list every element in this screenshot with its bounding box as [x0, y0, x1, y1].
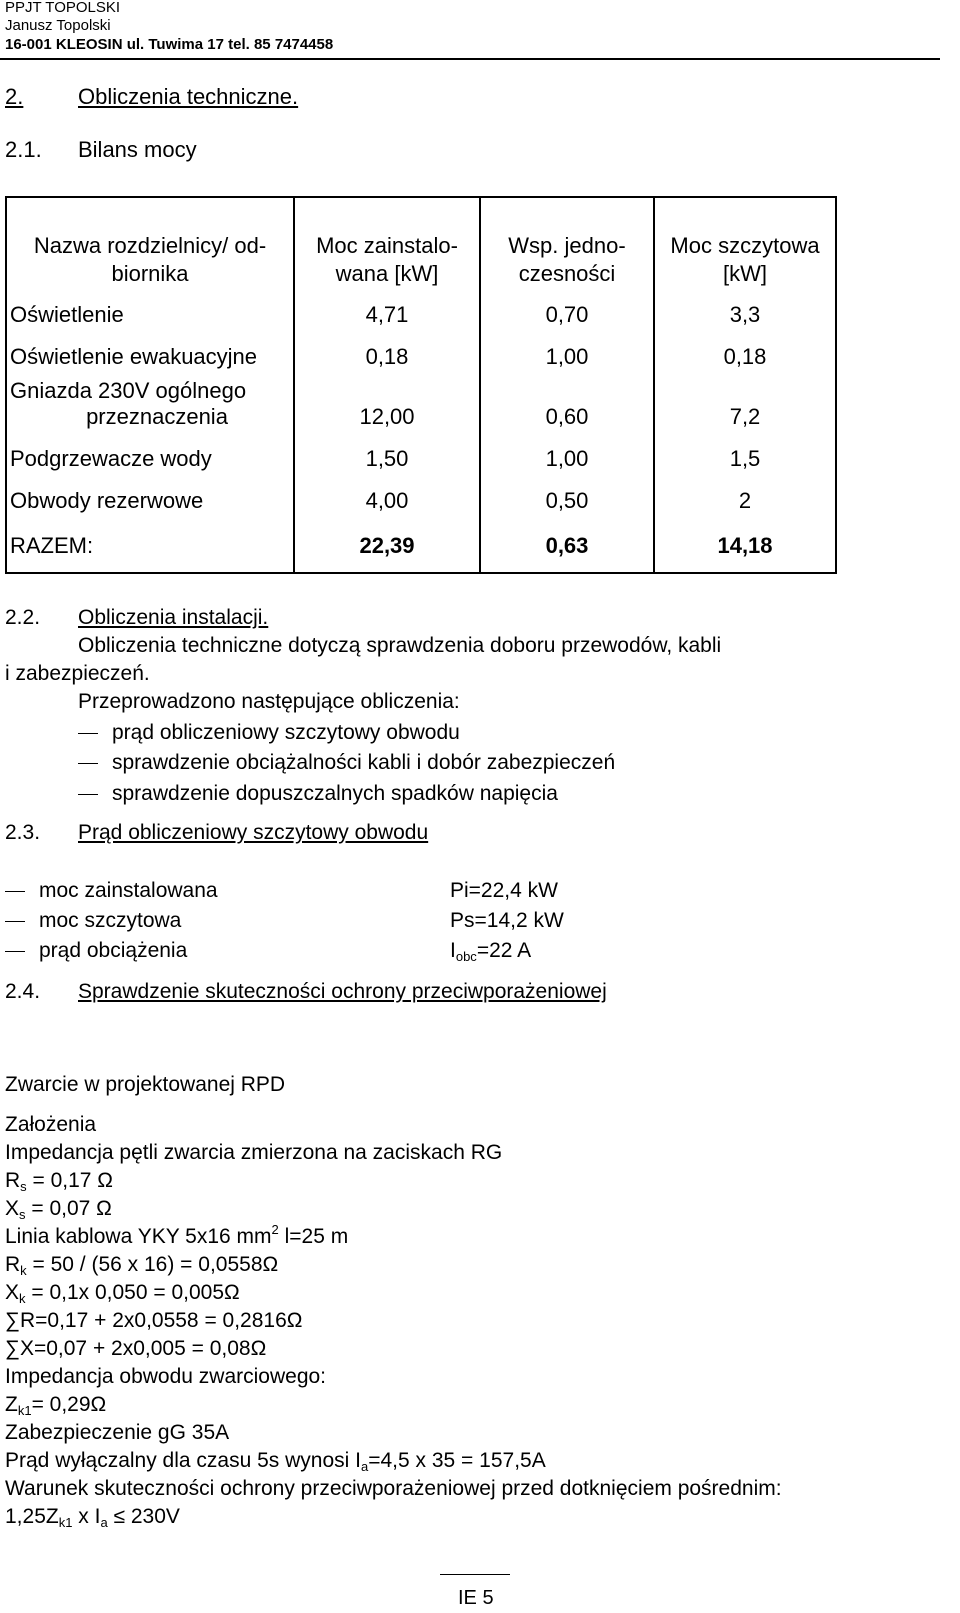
- table-cell-peak: 0,18: [723, 344, 767, 369]
- company-name: PPJT TOPOLSKI: [5, 0, 121, 16]
- table-total-peak: 14,18: [717, 533, 773, 558]
- table-header-peak: Moc szczytowa [kW]: [670, 233, 820, 286]
- dash-bullet: [5, 891, 25, 892]
- table-cell-peak: 3,3: [729, 302, 761, 327]
- table-cell-installed: 12,00: [359, 404, 415, 429]
- table-cell-installed: 1,50: [365, 446, 409, 471]
- table-row-name: Oświetlenie: [10, 302, 124, 327]
- installed-power-value: Pi=22,4 kW: [450, 879, 558, 902]
- list-item: moc szczytowa: [5, 908, 181, 934]
- sum-r-formula: ∑R=0,17 + 2x0,0558 = 0,2816Ω: [5, 1309, 303, 1332]
- section-22-paragraph-1-cont: i zabezpieczeń.: [5, 662, 150, 685]
- dash-bullet: [78, 794, 98, 795]
- list-item: moc zainstalowana: [5, 878, 218, 904]
- section-21-title: Bilans mocy: [78, 137, 197, 162]
- table-row-name: Gniazda 230V ogólnego przeznaczenia: [10, 378, 247, 429]
- header-divider: [0, 58, 940, 60]
- list-item: sprawdzenie dopuszczalnych spadków napięcia: [78, 781, 558, 807]
- table-cell-installed: 4,71: [365, 302, 409, 327]
- peak-power-value: Ps=14,2 kW: [450, 909, 564, 932]
- section-23-title: Prąd obliczeniowy szczytowy obwodu: [78, 821, 429, 844]
- table-header-name: Nazwa rozdzielnicy/ od- biornika: [33, 233, 267, 286]
- table-cell-coef: 1,00: [545, 446, 589, 471]
- list-item: prąd obciążenia: [5, 938, 187, 964]
- table-total-label: RAZEM:: [10, 533, 94, 558]
- dash-bullet: [78, 763, 98, 764]
- dash-bullet: [5, 921, 25, 922]
- load-current-value: $I_{obc}=22$ A: [450, 939, 532, 964]
- table-row-name: Obwody rezerwowe: [10, 488, 204, 513]
- list-item: prąd obliczeniowy szczytowy obwodu: [78, 720, 460, 746]
- rs-formula: $R_s = 0,17$ Ω: [5, 1169, 114, 1194]
- table-cell-peak: 1,5: [729, 446, 761, 471]
- company-owner: Janusz Topolski: [5, 17, 111, 34]
- table-cell-coef: 1,00: [545, 344, 589, 369]
- list-item: sprawdzenie obciążalności kabli i dobór zabezpieczeń: [78, 750, 615, 776]
- table-header-coefficient: Wsp. jedno- czesności: [508, 233, 626, 286]
- zk1-formula: $Z_{k1}= 0,29\Omega$: [5, 1393, 107, 1418]
- section-2-title: Obliczenia techniczne.: [78, 84, 299, 109]
- table-cell-coef: 0,70: [545, 302, 589, 327]
- loop-impedance-text: Impedancja pętli zwarcia zmierzona na zaciskach RG: [5, 1141, 503, 1164]
- protection-text: Zabezpieczenie gG 35A: [5, 1421, 230, 1444]
- table-row-name: Podgrzewacze wody: [10, 446, 212, 471]
- section-22-paragraph-1: Obliczenia techniczne dotyczą sprawdzenia doboru przewodów, kabli: [78, 634, 722, 657]
- section-23-num: 2.3.: [5, 821, 41, 844]
- assumptions-heading: Założenia: [5, 1113, 97, 1136]
- xk-formula: $X_k = 0,1x$ 0,050 = 0,005Ω: [5, 1281, 240, 1306]
- sum-x-formula: ∑X=0,07 + 2x0,005 = 0,08Ω: [5, 1337, 267, 1360]
- table-border-top: [5, 196, 837, 198]
- dash-bullet: [5, 951, 25, 952]
- page-number: IE 5: [458, 1587, 494, 1609]
- table-cell-coef: 0,60: [545, 404, 589, 429]
- circuit-impedance-heading: Impedancja obwodu zwarciowego:: [5, 1365, 327, 1388]
- table-cell-installed: 4,00: [365, 488, 409, 513]
- table-header-installed: Moc zainstalo- wana [kW]: [316, 233, 458, 286]
- table-cell-peak: 7,2: [729, 404, 761, 429]
- section-21-num: 2.1.: [5, 137, 42, 162]
- table-cell-coef: 0,50: [545, 488, 589, 513]
- table-row-name: Oświetlenie ewakuacyjne: [10, 344, 258, 369]
- footer-divider: [440, 1574, 510, 1575]
- table-border-right: [835, 196, 837, 574]
- section-24-title: Sprawdzenie skuteczności ochrony przeciwporażeniowej: [78, 980, 607, 1003]
- xs-formula: $X_s = 0,07$ Ω: [5, 1197, 112, 1222]
- rk-formula: $R_k = 50 / (56$ x 16) = 0,0558Ω: [5, 1253, 279, 1278]
- table-total-coef: 0,63: [545, 533, 589, 558]
- section-22-title: Obliczenia instalacji.: [78, 606, 269, 629]
- table-total-installed: 22,39: [359, 533, 415, 558]
- table-border-bottom: [5, 572, 837, 574]
- short-circuit-heading: Zwarcie w projektowanej RPD: [5, 1073, 286, 1096]
- company-address: 16-001 KLEOSIN ul. Tuwima 17 tel. 85 7474458: [5, 36, 334, 53]
- condition-text: Warunek skuteczności ochrony przeciwporażeniowej przed dotknięciem pośrednim:: [5, 1477, 782, 1500]
- section-22-num: 2.2.: [5, 606, 41, 629]
- dash-bullet: [78, 733, 98, 734]
- table-cell-peak: 2: [738, 488, 752, 513]
- power-balance-table: [5, 196, 837, 574]
- breaking-current-text: Prąd wyłączalny dla czasu 5s wynosi $I_a=4,5$ x 35 = 157,5A: [5, 1449, 546, 1474]
- cable-line-text: Linia kablowa YKY 5x16 $mm^2$ l=25 m: [5, 1222, 349, 1248]
- section-22-paragraph-2: Przeprowadzono następujące obliczenia:: [78, 690, 460, 713]
- table-cell-installed: 0,18: [365, 344, 409, 369]
- section-24-num: 2.4.: [5, 980, 41, 1003]
- section-2-num: 2.: [5, 84, 24, 109]
- final-condition-formula: $1,25Z_{k1}$ x $I_a \le 230V$: [5, 1505, 180, 1530]
